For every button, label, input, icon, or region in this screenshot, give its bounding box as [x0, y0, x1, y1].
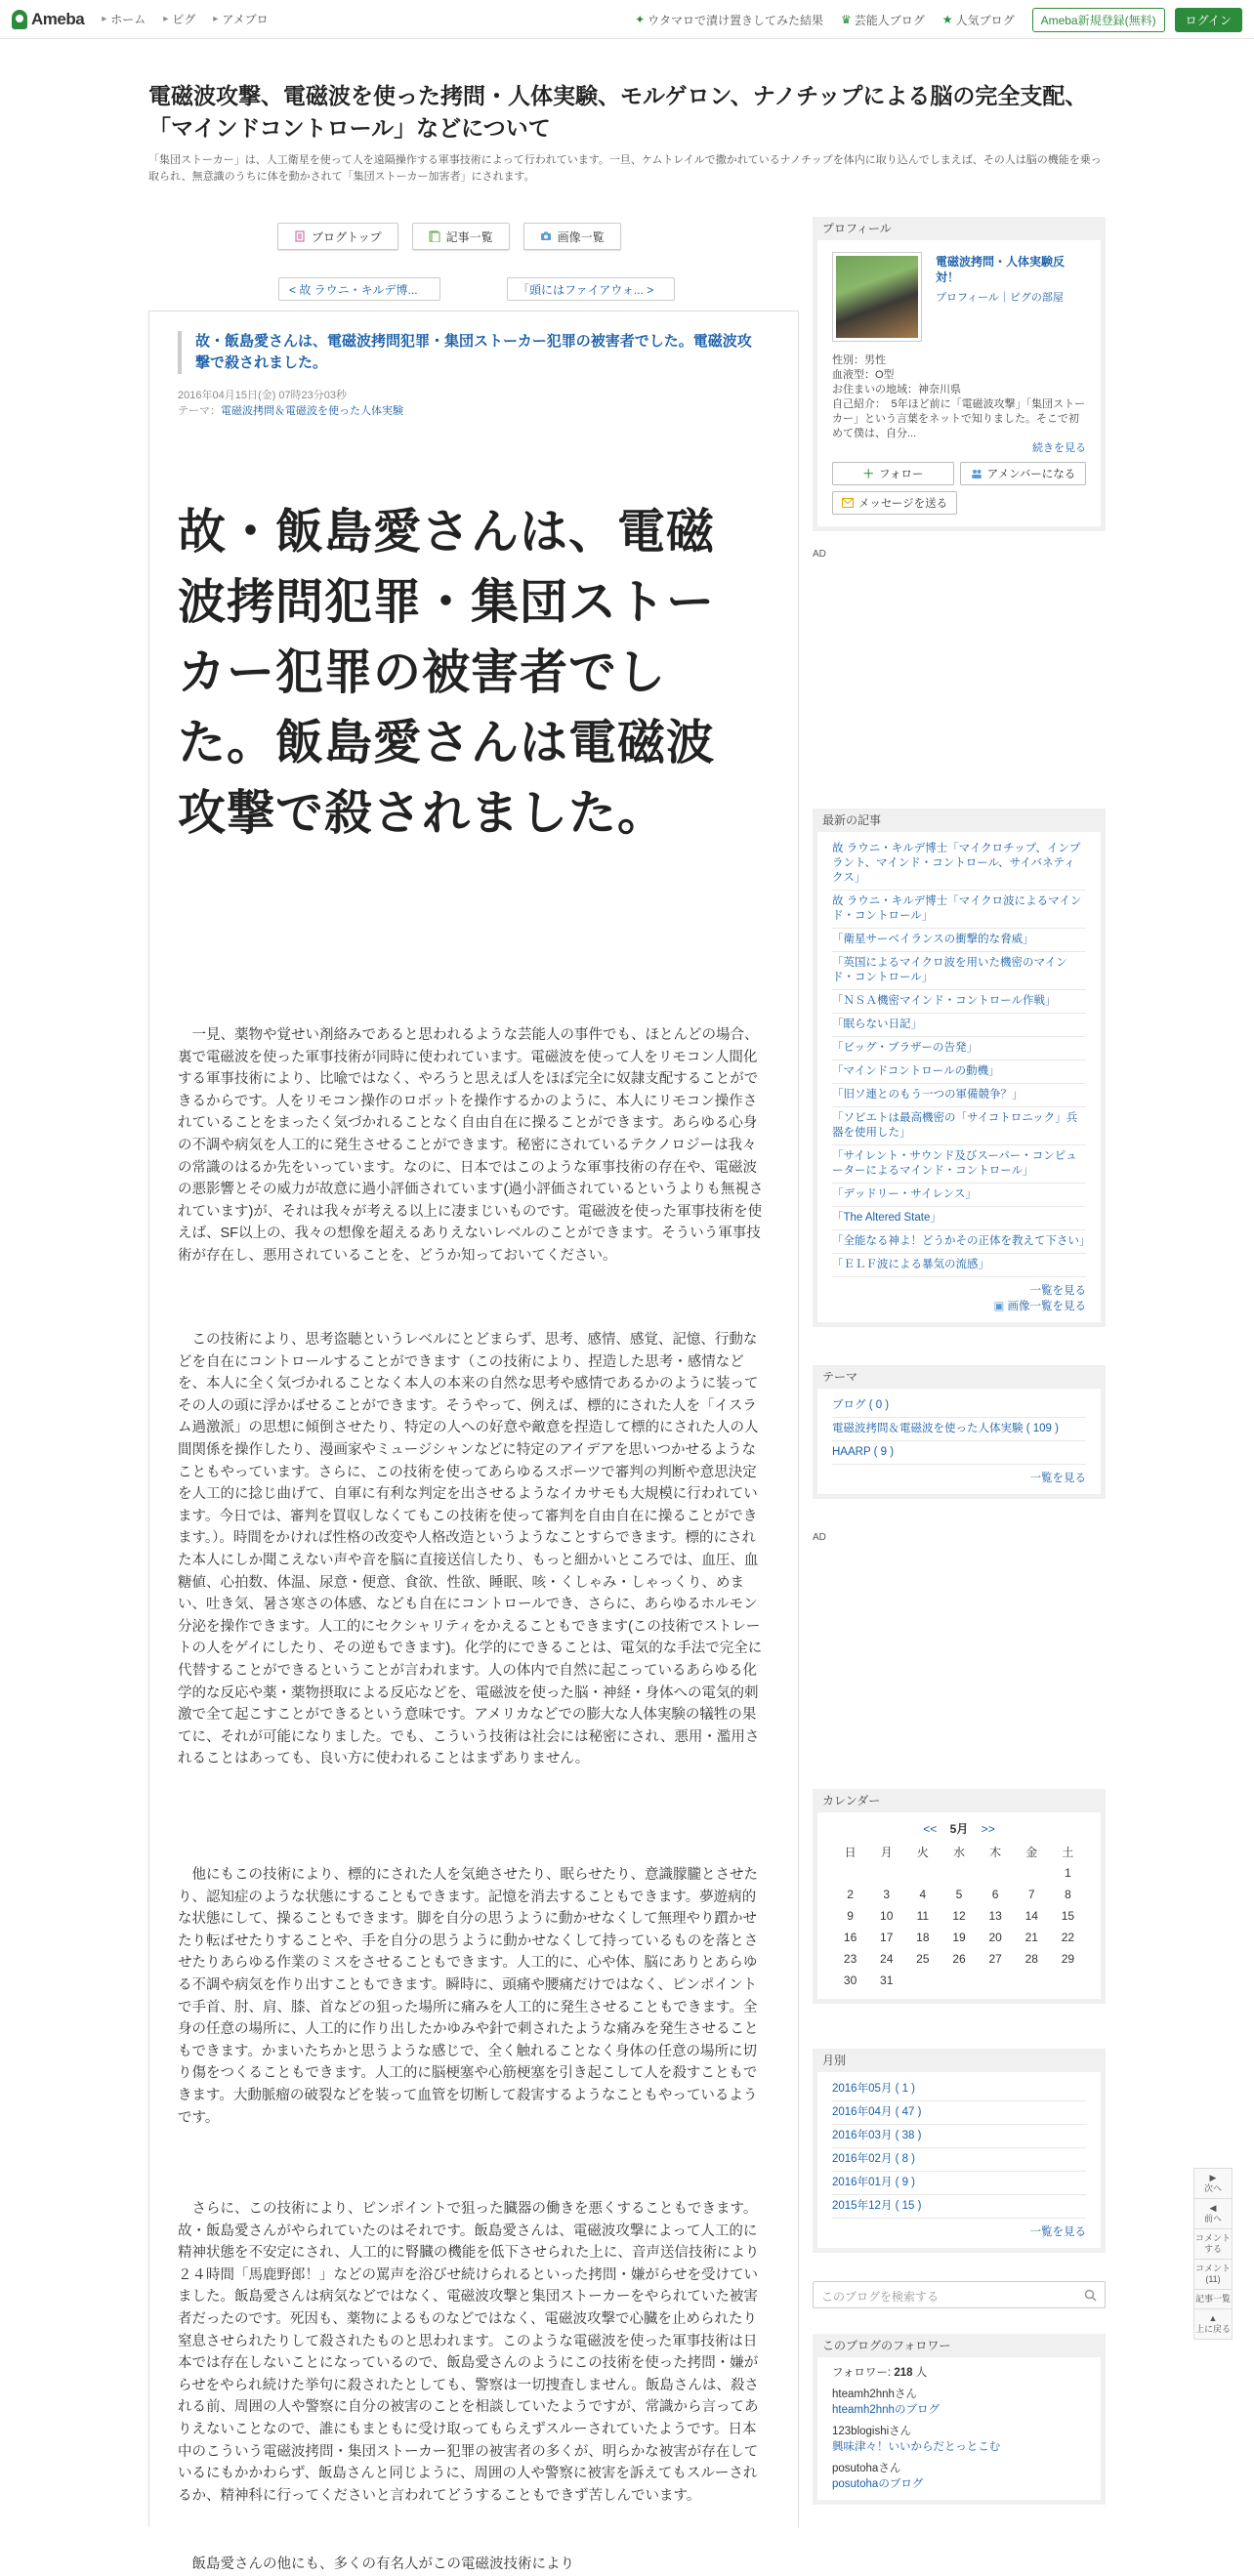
- recent-article-link[interactable]: 「眠らない日記」: [832, 1014, 1086, 1037]
- follower-name: hteamh2hnhさん: [832, 2389, 917, 2400]
- crown-icon: ♛: [841, 13, 852, 26]
- nav-topic-link[interactable]: ✦ ウタマロで漬け置きしてみた結果: [635, 13, 824, 27]
- theme-label: テーマ：: [178, 405, 221, 417]
- recent-article-link[interactable]: 故 ラウニ・キルデ博士「マイクロ波によるマインド・コントロール」: [832, 891, 1086, 929]
- profile-heading: プロフィール: [822, 222, 892, 235]
- camera-icon: [540, 230, 552, 242]
- ameba-logo[interactable]: Ameba: [12, 10, 84, 29]
- follow-button[interactable]: ＋ フォロー: [832, 462, 954, 485]
- blog-search-input[interactable]: [813, 2281, 1106, 2308]
- nav-home[interactable]: ▸ ホーム: [102, 13, 146, 26]
- calendar-week: 16 17 18 19 20 21 22: [843, 1931, 1075, 1944]
- nav-popular-blog[interactable]: ★ 人気ブログ: [941, 13, 1015, 27]
- image-list-link[interactable]: ▣ 画像一覧を見る: [993, 1301, 1086, 1312]
- profile-location: お住まいの地域：神奈川県: [832, 384, 961, 395]
- profile-box: [813, 217, 1106, 531]
- entry-date: 2016年04月15日(金) 07時23分03秒: [178, 390, 348, 401]
- profile-more-link[interactable]: 続きを見る: [1032, 442, 1086, 454]
- document-icon: [294, 230, 306, 242]
- search-icon[interactable]: [1084, 2289, 1097, 2302]
- recent-more-link[interactable]: 一覧を見る: [1029, 1285, 1086, 1297]
- login-button[interactable]: ログイン: [1175, 8, 1242, 32]
- follower-item: [832, 2387, 1086, 2418]
- triangle-up-icon: ▲: [1208, 2313, 1218, 2323]
- blog-search-placeholder: このブログを検索する: [821, 2290, 940, 2304]
- entry-theme-link[interactable]: 電磁波拷問＆電磁波を使った人体実験: [221, 405, 403, 417]
- recent-article-link[interactable]: 「ソビエトは最高機密の「サイコトロニック」兵器を使用した」: [832, 1107, 1086, 1145]
- floating-nav: [1193, 2168, 1233, 2340]
- monthly-heading: 月別: [822, 2054, 847, 2067]
- follower-count-label: フォロワー:: [832, 2367, 895, 2379]
- article-paragraph: 飯島愛さんの他にも、多くの有名人がこの電磁波技術により: [191, 2556, 574, 2572]
- recent-article-link[interactable]: 「衛星サーベイランスの衝撃的な脅威」: [832, 929, 1086, 952]
- recent-article-link[interactable]: 「ＮＳＡ機密マインド・コントロール作戦」: [832, 990, 1086, 1014]
- sparkle-icon: ✦: [635, 13, 646, 26]
- prev-article-link[interactable]: < 故 ラウニ・キルデ博...: [278, 277, 440, 301]
- article-paragraph: 一見、薬物や覚せい剤絡みであると思われるような芸能人の事件でも、ほとんどの場合、裏で電磁波を使った軍事技術が同時に使われています。電磁波を使って人をリモコン人間化する軍事技術により、比喩ではなく、やろうと思えば人をほぼ完全に奴隷支配することができるからです。人をリモコン操作のロボットを操作するかのように、本人にリモコン操作されていることをまったく気づかれることなく自由自在に操ることができます。あらゆる心身の不調や病気を人工的に発生させることができます。秘密にされているテクノロジーは我々の常識のはるか先をいっています。なのに、日本ではこのような軍事技術の存在や、電磁波の悪影響とその威力が故意に過小評価されています(過小評価されているというよりも無視されています)が、それは我々が考える以上に凄まじいものです。電磁波を使った軍事技術を使えば、SF以上の、我々の想像を超えるありえないレベルのことができます。そういう軍事技術が存在し、悪用されていることを、どうか知っておいてください。: [178, 1027, 764, 1264]
- entry-meta: [178, 388, 403, 419]
- article-heading: 故・飯島愛さんは、電磁波拷問犯罪・集団ストーカー犯罪の被害者でした。飯島愛さんは電磁波攻撃で殺されました。: [178, 506, 716, 840]
- calendar-week: 30 31: [843, 1974, 894, 1987]
- follower-blog-link[interactable]: posutohaのブログ: [832, 2478, 924, 2490]
- follower-name: posutohaさん: [832, 2463, 901, 2474]
- calendar-week: 9 10 11 12 13 14 15: [847, 1909, 1075, 1923]
- profile-intro: 自己紹介： 5年ほど前に「電磁波攻撃」「集団ストーカー」という言葉をネットで知りました。そこで初めて僕は、自分...: [832, 398, 1086, 439]
- profile-gender: 性別：男性: [832, 354, 886, 366]
- monthly-link[interactable]: 2016年04月 ( 47 ): [832, 2101, 1086, 2125]
- nav-celebrity-blog[interactable]: ♛ 芸能人ブログ: [841, 13, 925, 27]
- profile-avatar[interactable]: [832, 252, 922, 342]
- theme-more-link[interactable]: 一覧を見る: [1029, 1473, 1086, 1484]
- recent-article-link[interactable]: 「マインドコントロールの動機」: [832, 1060, 1086, 1084]
- calendar-prev[interactable]: <<: [923, 1822, 938, 1836]
- article: [148, 311, 799, 2572]
- recent-article-link[interactable]: 「The Altered State」: [832, 1207, 1086, 1230]
- article-paragraph: さらに、この技術により、ピンポイントで狙った臓器の働きを悪くすることもできます。故・飯島愛さんがやられていたのはそれです。飯島愛さんは、電磁波攻撃によって人工的に精神状態を不安定にされ、人工的に腎臓の機能を低下させられた上に、音声送信技術により２４時間「馬鹿野郎！」などの罵声を浴びせ続けられるといった拷問・嫌がらせを受けていました。飯島愛さんは病気などではなく、電磁波攻撃と集団ストーカーをやられていた被害者だったのです。死因も、薬物によるものなどではなく、電磁波攻撃で心臓を止められたり窒息させられたりして殺されたものと思われます。このような電磁波を使った軍事技術は日本では存在しないことになっているので、飯島愛さんのようにこの技術を使った拷問・嫌がらせをやられ続けた挙句に殺されたとしても、警察は一切捜査しません。飯島さんは、殺される前、周囲の人や警察に自分の被害のことを相談していたようですが、常識から言ってありえないことなので、誰にもまともに受け取ってもらえずスルーされていたようです。日本中のこういう電磁波拷問・集団ストーカー犯罪の被害者の多くが、明らかな被害が存在しているにもかかわらず、飯島さんと同じように、周囲の人や警察に被害を訴えてもスルーされるか、精神科に行ってくださいと言われてどうすることもできず苦しんでいます。: [178, 2201, 760, 2504]
- chevron-right-icon: ▸: [213, 14, 219, 24]
- profile-name[interactable]: 電磁波拷問・人体実験反対！: [936, 255, 1066, 284]
- image-icon: ▣: [993, 1301, 1008, 1312]
- top-nav-bar: [0, 0, 1254, 39]
- monthly-link[interactable]: 2016年02月 ( 8 ): [832, 2148, 1086, 2172]
- follower-item: [832, 2461, 1086, 2492]
- follower-item: [832, 2424, 1086, 2455]
- calendar-week: 1: [1065, 1866, 1071, 1880]
- next-button[interactable]: ▶ 次へ: [1194, 2169, 1232, 2199]
- calendar-weekday-row: 日 月 火 水 木 金 土: [844, 1845, 1074, 1859]
- recent-article-link[interactable]: 「ＥＬＦ波による暴気の流感」: [832, 1254, 1086, 1277]
- article-paragraph: この技術により、思考盗聴というレベルにとどまらず、思考、感情、感覚、記憶、行動などを自在にコントロールすることができます（この技術により、捏造した思考・感情などを、本人に全く気づかれることなく本人の本来の自然な思考や感情であるかのように装ってその人の頭に浮かばせることができます。そうやって、例えば、標的にされた人を「イスラム過激派」の思想に傾倒させたり、特定の人への好意や敵意を捏造して標的にされた人の人間関係を操作したり、漫画家やミュージシャンなどに特定のアイデアを思いつかせるようなこともやっています。さらに、この技術を使ってあらゆるスポーツで審判の判断や意思決定を人工的に捻じ曲げて、自軍に有利な判定を出させるようなイカサモも大規模に行われています。今日では、審判を買収しなくてもこの技術を使って審判を自由自在に操ることができます。）。時間をかければ性格の改変や人格改造というようなことすらできます。標的にされた本人にしか聞こえない声や音を脳に直接送信したり、もっと細かいところでは、血圧、血糖値、心拍数、体温、尿意・便意、食欲、性欲、睡眠、咳・くしゃみ・しゃっくり、めまい、吐き気、暑さ寒さの体感、なども自在にコントロールでき、さらに、あらゆるホルモン分泌を操作できます。人工的にセクシャリティをかえることもできます(この技術でストレートの人をゲイにしたり、その逆もできます)。化学的にできることは、電気的な手法で完全に代替することができるということが言われます。人の体内で自然に起こっているあらゆる化学的な反応や薬・薬物摂取による反応などを、電磁波を使った脳・神経・身体への電気的刺激で全て起こすことができるという意味です。アメリカなどでの膨大な人体実験の犠牲の果てに、それが可能になりました。でも、こういう技術は社会には秘密にされ、悪用・濫用されることはあっても、良い方に使われることはまずありません。: [178, 1332, 763, 1767]
- tab-article-list[interactable]: 記事一覧: [412, 223, 510, 250]
- ad-label: AD: [813, 1532, 826, 1543]
- plus-icon: ＋: [862, 469, 875, 480]
- recent-heading: 最新の記事: [822, 813, 882, 827]
- amember-button[interactable]: アメンバーになる: [960, 462, 1086, 485]
- calendar-box: [813, 1789, 1106, 2004]
- blog-title[interactable]: 電磁波攻撃、電磁波を使った拷問・人体実験、モルゲロン、ナノチップによる脳の完全支配、「マインドコントロール」などについて: [148, 83, 1088, 141]
- blog-description: 「集団ストーカー」は、人工衛星を使って人を遠隔操作する軍事技術によって行われています。一旦、ケムトレイルで撒かれているナノチップを体内に取り込んでしまえば、その人は脳の機能を乗っ取られ、無意識のうちに体を動かされて「集団ストーカー加害者」にされます。: [148, 154, 1102, 183]
- theme-link[interactable]: ブログ ( 0 ): [832, 1394, 1086, 1418]
- next-article-link[interactable]: 「頭にはファイアウォ... >: [507, 277, 675, 301]
- recent-article-link[interactable]: 「全能なる神よ！どうかその正体を教えて下さい」: [832, 1230, 1086, 1254]
- envelope-icon: [842, 498, 854, 508]
- star-icon: ★: [941, 13, 953, 26]
- recent-article-link[interactable]: 故 ラウニ・キルデ博士「マイクロチップ、インプラント、マインド・コントロール、サイバネティクス」: [832, 838, 1086, 891]
- list-icon: [429, 230, 440, 242]
- recent-article-link[interactable]: 「ビッグ・ブラザーの告発」: [832, 1037, 1086, 1060]
- back-to-top-button[interactable]: ▲ 上に戻る: [1194, 2313, 1231, 2334]
- article-list-button[interactable]: 記事一覧: [1194, 2290, 1232, 2309]
- signup-button[interactable]: Ameba新規登録(無料): [1032, 8, 1165, 32]
- ad-label: AD: [813, 549, 826, 560]
- profile-blood: 血液型：O型: [832, 369, 895, 381]
- triangle-left-icon: ◀: [1209, 2203, 1217, 2213]
- entry-title[interactable]: 故・飯島愛さんは、電磁波拷問犯罪・集団ストーカー犯罪の被害者でした。電磁波攻撃で殺されました。: [195, 333, 752, 371]
- calendar-month: 5月: [949, 1822, 969, 1836]
- chevron-right-icon: ▸: [163, 14, 169, 24]
- follower-name: 123blogishiさん: [832, 2426, 912, 2437]
- follower-blog-link[interactable]: hteamh2hnhのブログ: [832, 2404, 940, 2416]
- nav-ameblo[interactable]: ▸ アメブロ: [213, 13, 269, 26]
- theme-link[interactable]: 電磁波拷問＆電磁波を使った人体実験 ( 109 ): [832, 1418, 1086, 1441]
- entry-header: [178, 331, 764, 374]
- follower-count: 218: [894, 2367, 913, 2379]
- recent-article-link[interactable]: 「英国によるマイクロ波を用いた機密のマインド・コントロール」: [832, 952, 1086, 990]
- recent-article-link[interactable]: 「サイレント・サウンド及びスーパー・コンピューターによるマインド・コントロール」: [832, 1145, 1086, 1184]
- prev-button[interactable]: ◀ 前へ: [1194, 2199, 1232, 2229]
- theme-link[interactable]: HAARP ( 9 ): [832, 1441, 1086, 1465]
- monthly-link[interactable]: 2016年03月 ( 38 ): [832, 2125, 1086, 2148]
- profile-links[interactable]: プロフィール｜ピグの部屋: [936, 292, 1064, 304]
- message-button[interactable]: メッセージを送る: [832, 491, 957, 515]
- tab-image-list[interactable]: 画像一覧: [523, 223, 621, 250]
- followers-box: [813, 2334, 1106, 2505]
- tab-blog-top[interactable]: ブログトップ: [277, 223, 398, 250]
- calendar-week: 23 24 25 26 27 28 29: [843, 1952, 1075, 1966]
- triangle-right-icon: ▶: [1209, 2173, 1217, 2182]
- calendar-week: 2 3 4 5 6 7 8: [847, 1888, 1071, 1901]
- monthly-link[interactable]: 2016年05月 ( 1 ): [832, 2078, 1086, 2101]
- article-paragraph: 他にもこの技術により、標的にされた人を気絶させたり、眠らせたり、意識朦朧とさせたり、認知症のような状態にすることもできます。記憶を消去することもできます。夢遊病的な状態にして、操ることもできます。脚を自分の思うように動かせなくして無理やり躓かせたり転ばせたりすることや、手を自分の思うように動かせなくして持っているものを落とさせたりあらゆる作業のミスをさせることもできます。人工的に、心や体、脳にありとあらゆる不調や病気を作り出すこともできます。瞬時に、頭痛や腰痛だけではなく、ピンポイントで手首、肘、肩、膝、首などの狙った場所に痛みを人工的に発生させることもできます。全身の任意の場所に、人工的に作り出したかゆみや針で刺されたような痛みを発生させることもできます。かまいたちかと思うような感じで、全く触れることなく身体の任意の場所に切り傷をつくることもできます。人工的に脳梗塞や心筋梗塞を引き起こして人を殺すこともできます。大動脈瘤の破裂などを装って血管を切断して殺害するようなこともやっているようです。: [178, 1867, 759, 2126]
- calendar-grid: [832, 1841, 1086, 1991]
- blog-header: [148, 80, 1106, 186]
- monthly-link[interactable]: 2015年12月 ( 15 ): [832, 2195, 1086, 2219]
- ameba-logo-icon: [12, 10, 27, 29]
- follower-count-unit: 人: [912, 2367, 928, 2379]
- theme-heading: テーマ: [822, 1370, 858, 1384]
- calendar-heading: カレンダー: [822, 1794, 881, 1807]
- nav-pigg[interactable]: ▸ ピグ: [163, 13, 196, 26]
- monthly-more-link[interactable]: 一覧を見る: [1029, 2226, 1086, 2238]
- recent-article-link[interactable]: 「デッドリー・サイレンス」: [832, 1184, 1086, 1207]
- theme-box: [813, 1365, 1106, 1499]
- people-icon: [971, 469, 982, 478]
- followers-heading: このブログのフォロワー: [822, 2339, 951, 2352]
- calendar-next[interactable]: >>: [981, 1822, 995, 1836]
- comment-count-button[interactable]: コメント(11): [1194, 2260, 1232, 2290]
- follower-blog-link[interactable]: 興味津々！いいからだとっとこむ: [832, 2441, 1001, 2453]
- recent-article-link[interactable]: 「旧ソ連とのもう一つの軍備競争？」: [832, 1084, 1086, 1107]
- recent-articles-box: [813, 809, 1106, 1327]
- chevron-right-icon: ▸: [102, 14, 107, 24]
- monthly-archive-box: [813, 2049, 1106, 2253]
- monthly-link[interactable]: 2016年01月 ( 9 ): [832, 2172, 1086, 2195]
- comment-button[interactable]: コメントする: [1194, 2229, 1232, 2260]
